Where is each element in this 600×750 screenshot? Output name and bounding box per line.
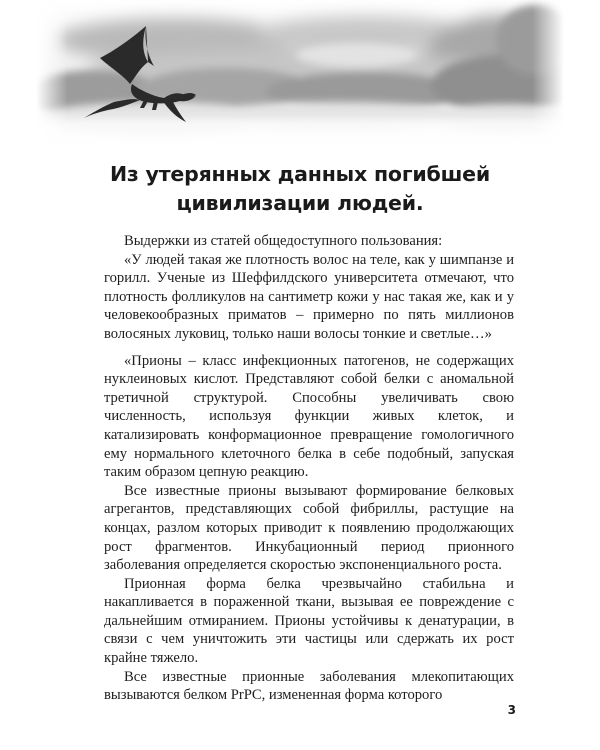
paragraph: Все известные прионы вызывают формирование белковых агрегантов, представляющих собой фибриллы, растущие на концах, разлом которых приводит к появлению продолжающих рост фрагментов. Инкубационный период прионного заболевания определяется скоростью экспоненциального роста. <box>104 482 514 574</box>
excerpt-block-hair <box>104 232 514 344</box>
paragraph: «У людей такая же плотность волос на теле, как у шимпанзе и горилл. Ученые из Шеффилдского университета отмечают, что плотность фолликулов на сантиметр кожи у нас такая же, как и у человекообразных приматов – примерно по пять миллионов волосяных луковиц, только наши волосы тонкие и светлые…» <box>104 251 514 342</box>
paragraph: «Прионы – класс инфекционных патогенов, не содержащих нуклеиновых кислот. Представляют собой белки с аномальной третичной структурой. Способны увеличивать свою численность, используя функции живых клеток, и катализировать конформационное превращение гомологичного ему нормального клеточного белка в себе подобный, запуская таким образом цепную реакцию. <box>104 352 514 481</box>
page-title <box>80 160 520 218</box>
paragraph: Прионная форма белка чрезвычайно стабильна и накапливается в пораженной ткани, вызывая ее повреждение с дальнейшим отмиранием. Прионы устойчивы к денатурации, в связи с чем уничтожить эти частицы или сдержать их рост крайне тяжело. <box>104 575 514 667</box>
page-number: 3 <box>507 703 516 717</box>
header-illustration <box>36 0 564 150</box>
dragon-silhouette-in-clouds-icon <box>36 0 564 150</box>
paragraph: Все известные прионные заболевания млекопитающих вызываются белком PrPC, измененная форма которого <box>104 668 514 704</box>
page-title-line-2: цивилизации людей. <box>176 191 424 215</box>
paragraph: Выдержки из статей общедоступного пользования: <box>124 233 443 249</box>
body-text <box>104 232 514 705</box>
excerpt-block-prions <box>104 352 514 705</box>
page-title-line-1: Из утерянных данных погибшей <box>109 162 491 186</box>
